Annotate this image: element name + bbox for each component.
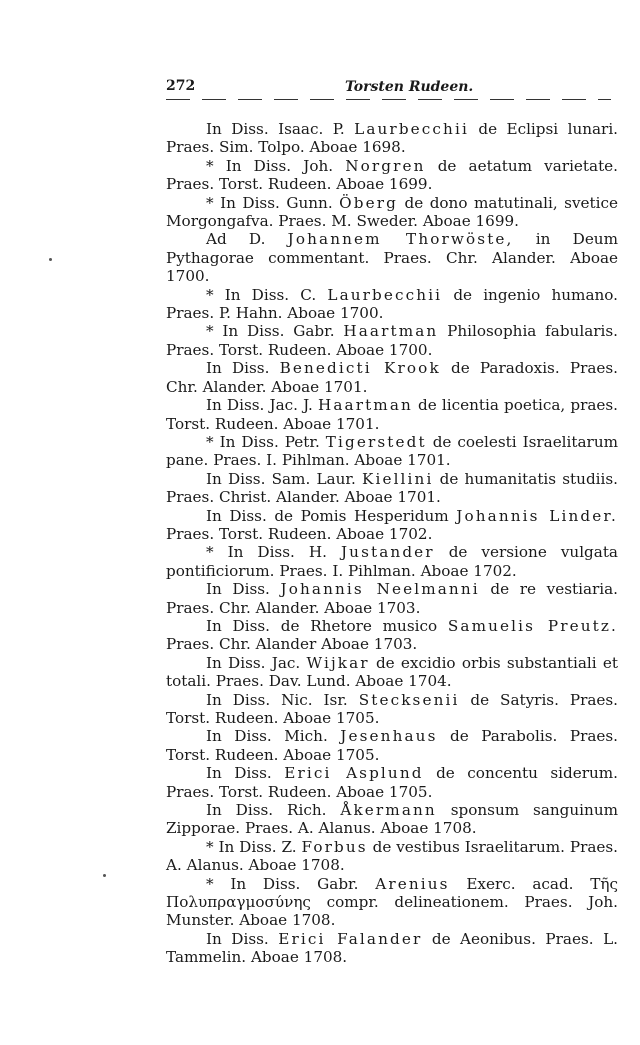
entry: * In Diss. Gabr. Arenius Exerc. acad. Τῆς Πολυπραγμοσύνης compr. delineationem. Praes. Joh. Munster. Aboae 1708. — [166, 874, 618, 930]
entry-author: Erici Asplund — [284, 764, 424, 783]
entry: In Diss. Johannis Neelmanni de re vestiaria. Praes. Chr. Alander. Aboae 1703. — [166, 580, 618, 617]
entry-author: Öberg — [339, 193, 398, 212]
entry-author: Haartman — [343, 322, 439, 341]
entry: In Diss. Sam. Laur. Kiellini de humanitatis studiis. Praes. Christ. Alander. Aboae 1701. — [166, 469, 619, 507]
entry: In Diss. de Rhetore musico Samuelis Preutz. Praes. Chr. Alander Aboae 1703. — [166, 616, 618, 654]
entry: In Diss. Jac. J. Haartman de licentia poetica, praes. Torst. Rudeen. Aboae 1701. — [166, 396, 618, 433]
page-number: 272 — [166, 78, 196, 94]
entry: In Diss. Erici Falander de Aeonibus. Praes. L. Tammelin. Aboae 1708. — [166, 929, 618, 967]
header-rule — [166, 99, 611, 100]
entry-author: Justander — [340, 543, 435, 562]
entry-author: Jesenhaus — [340, 727, 438, 746]
entry-author: Samuelis Preutz. — [447, 616, 618, 635]
entry-author: Johannem Thorwöste, — [287, 230, 514, 249]
entry-author: Norgren — [345, 156, 426, 175]
stain-mark — [103, 874, 106, 877]
entry-author: Åkermann — [340, 801, 437, 820]
entry: * In Diss. C. Laurbecchii de ingenio humano. Praes. P. Hahn. Aboae 1700. — [166, 285, 618, 323]
entry: In Diss. de Pomis Hesperidum Johannis Linder. Praes. Torst. Rudeen. Aboae 1702. — [166, 506, 618, 543]
entry: In Diss. Isaac. P. Laurbecchii de Eclipsi lunari. Praes. Sim. Tolpo. Aboae 1698. — [166, 120, 619, 157]
entry: In Diss. Erici Asplund de concentu siderum. Praes. Torst. Rudeen. Aboae 1705. — [166, 764, 619, 801]
entry: * In Diss. Gunn. Öberg de dono matutinali, svetice Morgongafva. Praes. M. Sweder. Aboae 1699. — [166, 193, 618, 231]
entry: * In Diss. Z. Forbus de vestibus Israelitarum. Praes. A. Alanus. Aboae 1708. — [166, 837, 618, 875]
entry-author: Forbus — [301, 837, 368, 856]
entry: In Diss. Rich. Åkermann sponsum sanguinum Zipporae. Praes. A. Alanus. Aboae 1708. — [166, 801, 619, 838]
running-head: Torsten Rudeen. — [345, 79, 474, 95]
entry: In Diss. Benedicti Krook de Paradoxis. Praes. Chr. Alander. Aboae 1701. — [166, 359, 619, 396]
entry-author: Johannis Linder. — [456, 506, 618, 525]
entry-author: Benedicti Krook — [279, 359, 441, 378]
entry: * In Diss. H. Justander de versione vulgata pontificiorum. Praes. I. Pihlman. Aboae 1702. — [166, 543, 618, 580]
entry: * In Diss. Joh. Norgren de aetatum varietate. Praes. Torst. Rudeen. Aboae 1699. — [166, 156, 618, 194]
entry-author: Laurbecchii — [354, 120, 469, 138]
entry: In Diss. Nic. Isr. Stecksenii de Satyris. Praes. Torst. Rudeen. Aboae 1705. — [166, 690, 619, 727]
entry-author: Kiellini — [362, 469, 434, 488]
entry-author: Arenius — [375, 874, 450, 893]
entry-author: Wijkar — [306, 653, 370, 672]
stain-mark — [49, 258, 52, 261]
entry: * In Diss. Gabr. Haartman Philosophia fabularis. Praes. Torst. Rudeen. Aboae 1700. — [166, 322, 618, 359]
entry-author: Erici Falander — [278, 929, 423, 948]
entry-author: Tigerstedt — [325, 432, 427, 451]
entry: Ad D. Johannem Thorwöste, in Deum Pythagorae commentant. Praes. Chr. Alander. Aboae 1700. — [166, 230, 618, 286]
entry-author: Haartman — [317, 396, 413, 415]
entry-author: Stecksenii — [358, 690, 460, 709]
bibliography-list — [166, 120, 618, 967]
entry: In Diss. Mich. Jesenhaus de Parabolis. Praes. Torst. Rudeen. Aboae 1705. — [166, 727, 618, 764]
entry-author: Johannis Neelmanni — [280, 580, 480, 599]
entry-author: Laurbecchii — [327, 285, 443, 304]
entry: * In Diss. Petr. Tigerstedt de coelesti Israelitarum pane. Praes. I. Pihlman. Aboae 1701. — [166, 432, 618, 470]
entry: In Diss. Jac. Wijkar de excidio orbis substantiali et totali. Praes. Dav. Lund. Aboae 1704. — [166, 653, 618, 691]
